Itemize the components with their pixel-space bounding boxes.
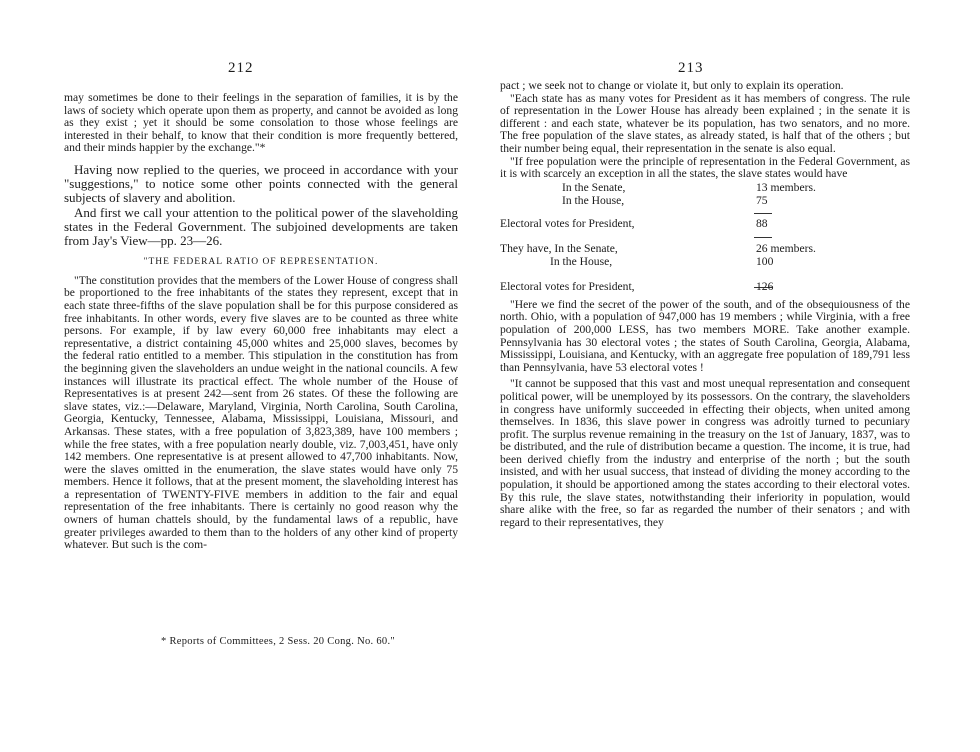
sum-rule [754,237,772,238]
electoral2-label: Electoral votes for President, [500,279,635,293]
table-row [500,194,910,207]
footnote: * Reports of Committees, 2 Sess. 20 Cong. No. 60." [161,636,395,647]
right-page [490,0,980,752]
electoral2-value: 126 [756,279,774,293]
have-senate-value: 26 members. [756,241,816,255]
table-row [500,217,910,230]
have-house-label: In the House, [550,254,613,268]
left-paragraph-1: may sometimes be done to their feelings in the separation of families, it is by the laws of society which operate upon them as property, and cannot be avoided as long as they exist ; yet it should be some consolation to those whose feelings are interested in their behalf, to know that their condition is more frequently bettered, and their minds happier by the exchange."* [64,91,458,155]
table-row [500,280,910,293]
right-paragraph-4: "Here we find the secret of the power of the south, and of the obsequiousness of the north. Ohio, with a population of 947,000 has 19 members ; while Virginia, with a free population of 200,000 LESS, has two members MORE. Take another example. Pennsylvania has 30 electoral votes ; the states of South Carolina, Georgia, Alabama, Mississippi, Louisiana, and Kentucky, with an aggregate free population of 189,791 less than Pennsylvania, have 53 electoral votes ! [500,297,910,374]
have-senate-label: They have, In the Senate, [500,241,618,255]
page-number-right: 213 [678,60,704,76]
right-text-column [500,80,910,529]
left-paragraph-2: Having now replied to the queries, we proceed in accordance with your "suggestions," to notice some other points connected with the general subjects of slavery and abolition. [64,161,458,206]
section-heading: "THE FEDERAL RATIO OF REPRESENTATION. [143,257,379,268]
right-paragraph-3: "If free population were the principle of representation in the Federal Government, as it is with scarcely an exception in all the states, the slave states would have [500,154,910,181]
table-row [500,242,910,255]
house-label: In the House, [562,193,625,207]
right-paragraph-5: "It cannot be supposed that this vast and most unequal representation and consequent political power, will be unemployed by its possessors. On the contrary, the slaveholders in congress have uniformly succeeded in effecting their objects, when united among themselves. In 1836, this slave power in congress was adroitly turned to pecuniary profit. The surplus revenue remaining in the treasury on the 1st of January, 1837, was to be distributed, and the rule of distribution became a question. The income, it is true, had been derived chiefly from the industry and enterprise of the north ; but the south insisted, and with her usual success, that instead of dividing the money according to the population, it should be apportioned among the states according to their electoral votes. By this rule, the slave states, notwithstanding their inferiority in population, would share alike with the free, so far as regarded the number of their senators ; and with regard to their representatives, they [500,377,910,529]
right-paragraph-2: "Each state has as many votes for President as it has members of congress. The rule of representation in the Lower House has already been explained ; in the senate it is different : and each state, whatever be its population, has two senators, and no more. The free population of the slave states, as already stated, is half that of the others ; but their number being equal, their representation in the senate is also equal. [500,91,910,155]
right-paragraph-1: pact ; we seek not to change or violate it, but only to explain its operation. [500,79,844,92]
sum-rule [754,213,772,214]
left-quote-paragraph: "The constitution provides that the members of the Lower House of congress shall be proportioned to the free inhabitants of the states they represent, except that in each state three-fifths of the slave population shall be for this purpose considered as free inhabitants. In other words, every five slaves are to be counted as three white persons. For example, if by law every 60,000 free inhabitants may elect a representative, a district containing 45,000 whites and 25,000 slaves, becomes by the federal ratio entitled to a member. This stipulation in the constitution has from the beginning given the slaveholders an undue weight in the national councils. A few instances will illustrate its practical effect. The whole number of the House of Representatives is at present 242—sent from 26 states. Of these the following are slave states, viz.:—Delaware, Maryland, Virginia, North Carolina, South Carolina, Georgia, Kentucky, Tennessee, Alabama, Mississippi, Louisiana, Missouri, and Arkansas. These states, with a free population of 3,823,389, have 100 members ; while the free states, with a free population nearly double, viz. 7,003,451, have only 142 members. One representative is at present allowed to 47,700 inhabitants. Now, were the slaves omitted in the enumeration, the slave states would have only 75 members. Hence it follows, that at the present moment, the slaveholding interest has a representation of TWENTY-FIVE members in addition to the fair and equal representation of the free inhabitants. There is certainly no good reason why the owners of human chattels should, by the fundamental laws of a republic, have greater privileges awarded to them than to the holders of any other kind of property whatever. But such is the com- [64,273,458,552]
page-number-left: 212 [228,60,254,76]
table-row [500,255,910,268]
house-value: 75 [756,193,768,207]
have-house-value: 100 [756,254,774,268]
representation-table [500,181,910,299]
left-text-column [64,92,458,552]
senate-value: 13 members. [756,180,816,194]
table-row [500,181,910,194]
electoral-value: 88 [756,216,768,230]
senate-label: In the Senate, [562,180,626,194]
left-paragraph-3: And first we call your attention to the political power of the slaveholding states in the Federal Government. The subjoined developments are taken from Jay's View—pp. 23—26. [64,204,458,248]
electoral-label: Electoral votes for President, [500,216,635,230]
